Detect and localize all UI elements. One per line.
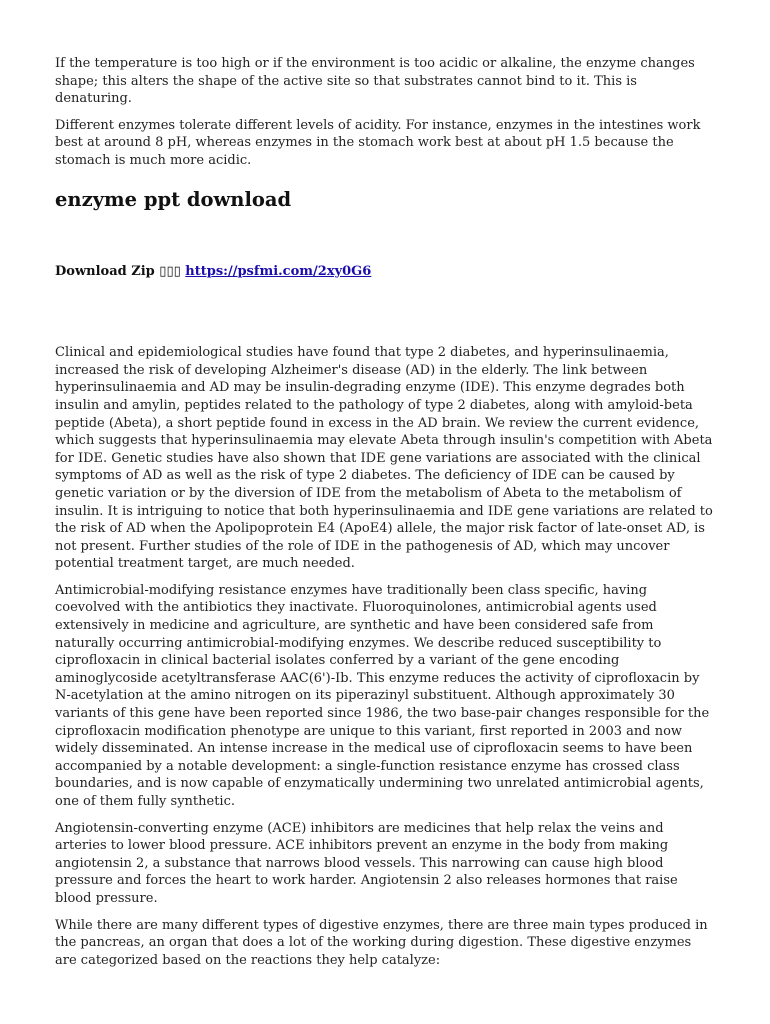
- document-page: [55, 55, 715, 978]
- blank-gap: [55, 289, 715, 344]
- page-heading: enzyme ppt download: [55, 187, 292, 211]
- download-arrow-icon: ▯▯▯: [159, 263, 181, 279]
- body-paragraph-alzheimers: Clinical and epidemiological studies have found that type 2 diabetes, and hyperinsulinaemia, increased the risk of developing Alzheimer's disease (AD) in the elderly. The link between hyperinsulinaemia and AD may be insulin-degrading enzyme (IDE). This enzyme degrades both insulin and amylin, peptides related to the pathology of type 2 diabetes, along with amyloid-beta peptide (Abeta), a short peptide found in excess in the AD brain. We review the current evidence, which suggests that hyperinsulinaemia may elevate Abeta through insulin's competition with Abeta for IDE. Genetic studies have also shown that IDE gene variations are associated with the clinical symptoms of AD as well as the risk of type 2 diabetes. The deficiency of IDE can be caused by genetic variation or by the diversion of IDE from the metabolism of Abeta to the metabolism of insulin. It is intriguing to notice that both hyperinsulinaemia and IDE gene variations are related to the risk of AD when the Apolipoprotein E4 (ApoE4) allele, the major risk factor of late-onset AD, is not present. Further studies of the role of IDE in the pathogenesis of AD, which may uncover potential treatment target, are much needed.: [55, 345, 713, 572]
- body-paragraph-antimicrobial: Antimicrobial-modifying resistance enzymes have traditionally been class specific, having coevolved with the antibiotics they inactivate. Fluoroquinolones, antimicrobial agents used extensively in medicine and agriculture, are synthetic and have been considered safe from naturally occurring antimicrobial-modifying enzymes. We describe reduced susceptibility to ciprofloxacin in clinical bacterial isolates conferred by a variant of the gene encoding aminoglycoside acetyltransferase AAC(6')-Ib. This enzyme reduces the activity of ciprofloxacin by N-acetylation at the amino nitrogen on its piperazinyl substituent. Although approximately 30 variants of this gene have been reported since 1986, the two base-pair changes responsible for the ciprofloxacin modification phenotype are unique to this variant, first reported in 2003 and now widely disseminated. An intense increase in the medical use of ciprofloxacin seems to have been accompanied by a notable development: a single-function resistance enzyme has crossed class boundaries, and is now capable of enzymatically undermining two unrelated antimicrobial agents, one of them fully synthetic.: [55, 582, 710, 809]
- intro-paragraph-acidity: Different enzymes tolerate different levels of acidity. For instance, enzymes in the intestines work best at around 8 pH, whereas enzymes in the stomach work best at about pH 1.5 because the stomach is much more acidic.: [55, 117, 701, 168]
- download-line: [55, 263, 715, 281]
- body-paragraph-ace-inhibitors: Angiotensin-converting enzyme (ACE) inhibitors are medicines that help relax the veins and arteries to lower blood pressure. ACE inhibitors prevent an enzyme in the body from making angiotensin 2, a substance that narrows blood vessels. This narrowing can cause high blood pressure and forces the heart to work harder. Angiotensin 2 also releases hormones that raise blood pressure.: [55, 820, 678, 906]
- body-paragraph-digestive-enzymes: While there are many different types of digestive enzymes, there are three main types produced in the pancreas, an organ that does a lot of the working during digestion. These digestive enzymes are categorized based on the reactions they help catalyze:: [55, 917, 708, 968]
- download-label: Download Zip: [55, 263, 155, 279]
- intro-paragraph-denaturing: If the temperature is too high or if the environment is too acidic or alkaline, the enzyme changes shape; this alters the shape of the active site so that substrates cannot bind to it. This is denaturing.: [55, 56, 695, 107]
- download-link[interactable]: https://psfmi.com/2xy0G6: [185, 263, 372, 279]
